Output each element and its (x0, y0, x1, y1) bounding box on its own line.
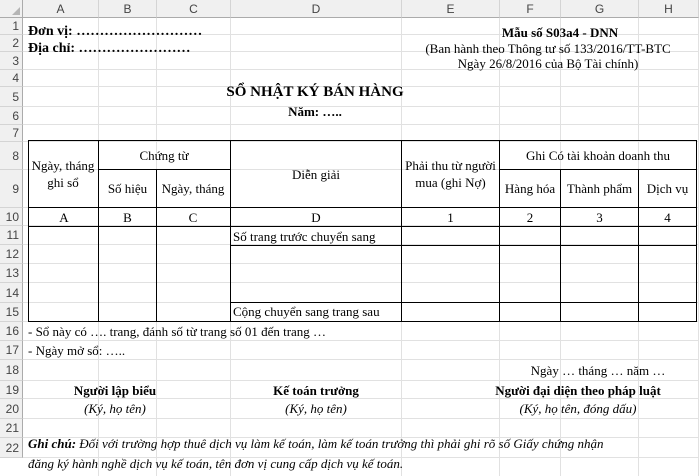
gridline-horizontal (23, 263, 699, 264)
ban-hanh: (Ban hành theo Thông tư số 133/2016/TT-BTC (425, 41, 671, 56)
column-header-d[interactable]: D (231, 0, 402, 18)
col-dich-vu: Dịch vụ (646, 180, 689, 196)
table-border (499, 140, 500, 321)
column-header-b[interactable]: B (99, 0, 157, 18)
nam: Năm: ….. (288, 104, 342, 119)
row-header-20[interactable]: 20 (0, 399, 23, 419)
row-header-5[interactable]: 5 (0, 87, 23, 107)
gridline-horizontal (23, 359, 699, 360)
note-so-trang: - Sổ này có …. trang, đánh số từ trang số 01 đến trang … (28, 324, 327, 339)
row-header-1[interactable]: 1 (0, 18, 23, 35)
gridline-horizontal (23, 418, 699, 419)
table-border (28, 321, 697, 322)
ghi-chu (28, 437, 604, 450)
column-header-h[interactable]: H (639, 0, 699, 18)
row-header-2[interactable]: 2 (0, 35, 23, 52)
table-border (156, 169, 157, 321)
cong-chuyen: Cộng chuyển sang trang sau (233, 304, 380, 319)
row-header-13[interactable]: 13 (0, 264, 23, 283)
table-border (28, 140, 697, 141)
col-thanh-pham: Thành phẩm (566, 180, 633, 196)
sig-ke-toan-truong-sub: (Ký, họ tên) (285, 401, 347, 416)
col-phai-thu: Phải thu từ người mua (ghi Nợ) (405, 158, 496, 190)
row-header-9[interactable]: 9 (0, 170, 23, 208)
table-border (28, 140, 29, 321)
row-header-7[interactable]: 7 (0, 125, 23, 142)
row-header-4[interactable]: 4 (0, 70, 23, 87)
table-border (499, 169, 697, 170)
gridline-horizontal (23, 380, 699, 381)
table-border (28, 207, 697, 208)
row-header-14[interactable]: 14 (0, 283, 23, 303)
column-header-a[interactable]: A (23, 0, 99, 18)
code-d: D (311, 209, 321, 225)
note-ngay-mo-so: - Ngày mở sổ: ….. (28, 343, 126, 358)
table-border (98, 140, 99, 321)
table-border (28, 226, 697, 227)
table-border (230, 245, 697, 246)
row-header-11[interactable]: 11 (0, 226, 23, 245)
ghi-chu-text: Đối với trường hợp thuê dịch vụ làm kế toán, làm kế toán trưởng thì phải ghi rõ số Giấy chứng nhận (76, 436, 604, 451)
gridline-horizontal (23, 282, 699, 283)
row-header-21[interactable]: 21 (0, 419, 23, 438)
column-header-f[interactable]: F (500, 0, 561, 18)
col-so-hieu: Số hiệu (107, 180, 148, 196)
col-ngay-thang-ghi-so: Ngày, tháng ghi sổ (31, 158, 95, 190)
select-all-corner[interactable] (0, 0, 23, 18)
col-dien-giai: Diễn giải (291, 166, 340, 182)
column-header-e[interactable]: E (402, 0, 500, 18)
gridline-horizontal (23, 124, 699, 125)
row-header-6[interactable]: 6 (0, 107, 23, 125)
sig-dai-dien: Người đại diện theo pháp luật (495, 383, 661, 398)
code-c: C (188, 209, 198, 225)
row-header-18[interactable]: 18 (0, 360, 23, 381)
row-header-15[interactable]: 15 (0, 303, 23, 322)
row-header-17[interactable]: 17 (0, 341, 23, 360)
row-header-8[interactable]: 8 (0, 142, 23, 170)
code-3: 3 (596, 209, 603, 225)
code-b: B (123, 209, 132, 225)
row-header-10[interactable]: 10 (0, 208, 23, 226)
gridline-horizontal (23, 398, 699, 399)
col-ghi-co: Ghi Có tài khoản doanh thu (525, 148, 671, 163)
don-vi: Đơn vị: ……………………… (28, 24, 203, 39)
date-line: Ngày … tháng … năm … (530, 363, 666, 378)
table-border (230, 302, 697, 303)
mau-so: Mẫu số S03a4 - DNN (501, 25, 619, 40)
col-chung-tu: Chứng từ (139, 148, 189, 163)
table-border (401, 140, 402, 321)
table-border (696, 140, 697, 321)
row-header-16[interactable]: 16 (0, 322, 23, 341)
ngay-ban-hanh: Ngày 26/8/2016 của Bộ Tài chính) (457, 56, 639, 71)
sig-nguoi-lap-bieu-sub: (Ký, họ tên) (84, 401, 146, 416)
code-1: 1 (447, 209, 454, 225)
sig-ke-toan-truong: Kế toán trưởng (273, 383, 359, 398)
row-header-22[interactable]: 22 (0, 438, 23, 458)
so-trang-truoc: Số trang trước chuyển sang (233, 229, 376, 244)
column-header-g[interactable]: G (561, 0, 639, 18)
table-border (98, 169, 230, 170)
table-border (560, 169, 561, 321)
table-border (638, 169, 639, 321)
page-title: SỔ NHẬT KÝ BÁN HÀNG (226, 84, 404, 100)
col-hang-hoa: Hàng hóa (504, 180, 556, 196)
sig-dai-dien-sub: (Ký, họ tên, đóng dấu) (519, 401, 637, 416)
column-header-c[interactable]: C (157, 0, 231, 18)
col-ngay-thang: Ngày, tháng (161, 180, 225, 196)
dia-chi: Địa chỉ: …………………… (28, 41, 191, 56)
row-header-3[interactable]: 3 (0, 52, 23, 70)
sig-nguoi-lap-bieu: Người lập biểu (73, 383, 157, 398)
code-4: 4 (664, 209, 671, 225)
row-header-19[interactable]: 19 (0, 381, 23, 399)
ghi-chu-text-2: đăng ký hành nghề dịch vụ kế toán, tên đơn vị cung cấp dịch vụ kế toán. (28, 456, 404, 471)
row-header-12[interactable]: 12 (0, 245, 23, 264)
code-2: 2 (526, 209, 534, 225)
ghi-chu-label: Ghi chú: (28, 436, 77, 451)
code-a: A (59, 209, 69, 225)
gridline-horizontal (23, 340, 699, 341)
table-border (230, 140, 231, 321)
